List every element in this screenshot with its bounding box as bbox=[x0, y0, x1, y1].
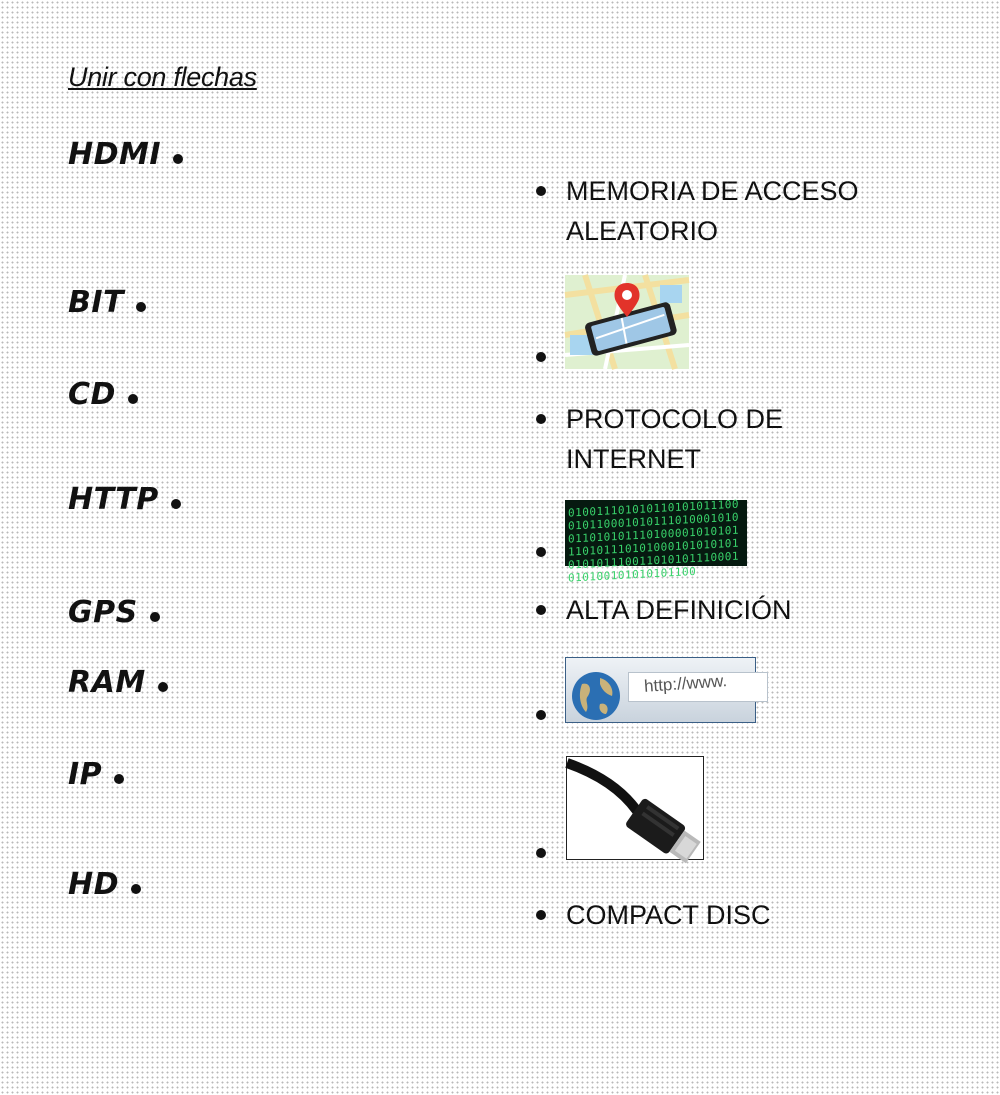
worksheet-title: Unir con flechas bbox=[68, 62, 257, 92]
definition-bullet[interactable] bbox=[536, 710, 546, 720]
term-http: HTTP bbox=[68, 485, 181, 515]
term-bullet[interactable] bbox=[158, 682, 168, 692]
definition-cd: COMPACT DISC bbox=[566, 900, 771, 930]
definition-bullet[interactable] bbox=[536, 186, 546, 196]
definition-bullet[interactable] bbox=[536, 848, 546, 858]
definition-bullet[interactable] bbox=[536, 352, 546, 362]
gps-map-image bbox=[565, 275, 689, 369]
term-gps: GPS bbox=[68, 598, 160, 628]
globe-icon bbox=[570, 670, 622, 722]
term-hd: HD bbox=[68, 870, 141, 900]
definition-bullet[interactable] bbox=[536, 547, 546, 557]
term-bullet[interactable] bbox=[131, 884, 141, 894]
binary-code-image bbox=[565, 497, 747, 585]
definition-bullet[interactable] bbox=[536, 414, 546, 424]
http-browser-image bbox=[565, 657, 756, 723]
term-hdmi: HDMI bbox=[68, 140, 183, 170]
term-bullet[interactable] bbox=[114, 774, 124, 784]
term-bullet[interactable] bbox=[136, 302, 146, 312]
term-bullet[interactable] bbox=[128, 394, 138, 404]
term-bullet[interactable] bbox=[173, 154, 183, 164]
term-bit: BIT bbox=[68, 288, 146, 318]
definition-hd: ALTA DEFINICIÓN bbox=[566, 595, 792, 625]
term-cd: CD bbox=[68, 380, 138, 410]
definition-bullet[interactable] bbox=[536, 910, 546, 920]
hdmi-cable-image bbox=[566, 756, 704, 860]
term-ram: RAM bbox=[68, 668, 168, 698]
term-bullet[interactable] bbox=[171, 499, 181, 509]
url-text: http://www. bbox=[643, 671, 728, 696]
definition-ip: PROTOCOLO DE INTERNET bbox=[566, 404, 784, 474]
binary-digits: 010011101010110101011100010110001010111010001010011010101110100001010101110101110101000101010101010101110011010101110001010100101010101100 bbox=[568, 497, 739, 585]
definition-bullet[interactable] bbox=[536, 605, 546, 615]
definition-ram: MEMORIA DE ACCESO ALEATORIO bbox=[566, 176, 859, 246]
term-bullet[interactable] bbox=[150, 612, 160, 622]
term-ip: IP bbox=[68, 760, 124, 790]
